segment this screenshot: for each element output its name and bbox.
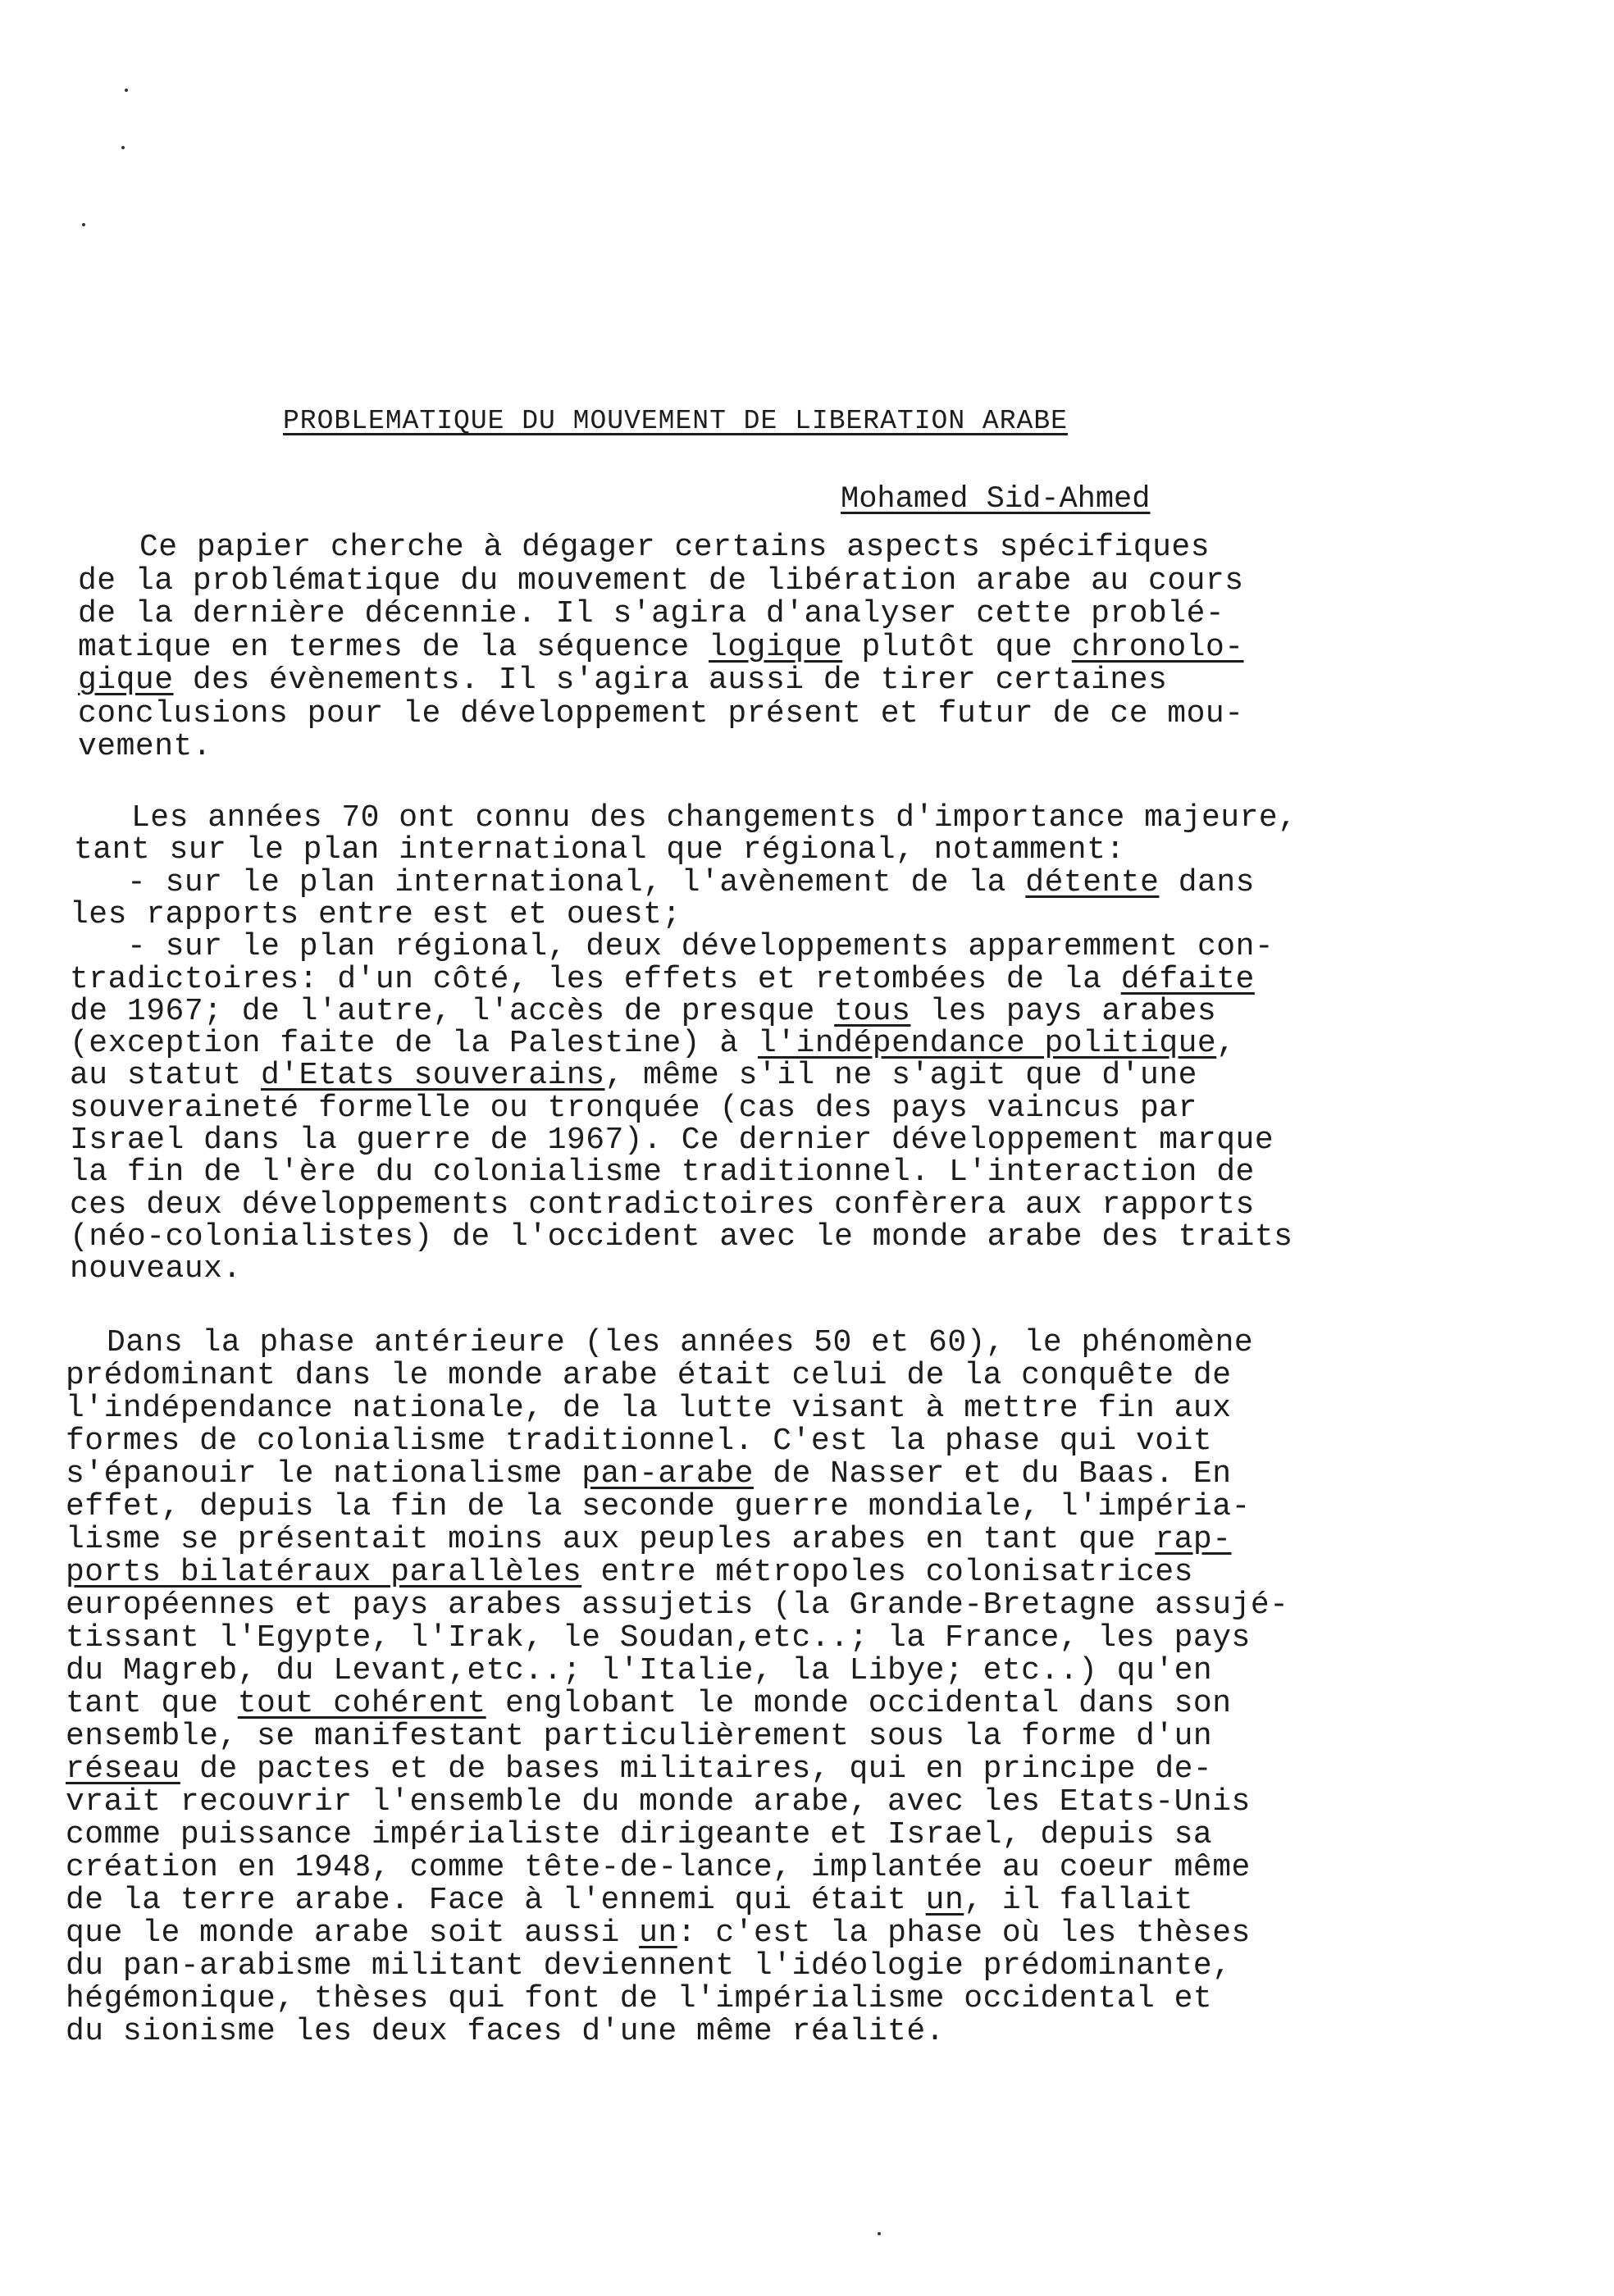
underlined-text: rap- — [1155, 1522, 1232, 1557]
underlined-text: l'indépendance politique — [757, 1026, 1217, 1062]
underlined-text: réseau — [66, 1752, 180, 1787]
text-line — [78, 664, 1167, 697]
underlined-text: pan-arabe — [581, 1456, 754, 1492]
text-line — [127, 864, 1255, 900]
text-segment: - sur le plan international, l'avènement de la — [127, 864, 1026, 900]
text-segment: (néo-colonialistes) de l'occident avec le monde arabe des traits — [70, 1219, 1293, 1255]
text-segment: (exception faite de la Palestine) à — [70, 1026, 758, 1062]
text-segment: au statut — [70, 1058, 262, 1094]
text-segment: effet, depuis la fin de la seconde guerre mondiale, l'impéria- — [66, 1489, 1251, 1524]
text-segment: plutôt que — [842, 629, 1072, 665]
underlined-text: chronolo- — [1071, 629, 1244, 665]
text-segment: de 1967; de l'autre, l'accès de presque — [70, 993, 835, 1029]
text-line — [74, 834, 1125, 867]
text-segment: souveraineté formelle ou tronquée (cas des pays vaincus par — [70, 1090, 1197, 1126]
text-line — [70, 963, 1255, 996]
text-segment: prédominant dans le monde arabe était celui de la conquête de — [66, 1358, 1232, 1393]
text-segment: Ce papier cherche à dégager certains aspects spécifiques — [139, 530, 1210, 565]
underlined-text: tous — [834, 993, 911, 1029]
scan-speck — [121, 146, 125, 149]
text-segment: que le monde arabe soit aussi — [66, 1916, 640, 1951]
scan-speck — [125, 89, 128, 92]
underlined-text: logique — [709, 629, 843, 665]
text-segment: lisme se présentait moins aux peuples arabes en tant que — [66, 1522, 1156, 1557]
underlined-text: tout cohérent — [237, 1686, 486, 1721]
text-line — [66, 1589, 1288, 1622]
text-line — [70, 1059, 1197, 1092]
text-line — [70, 1027, 1236, 1060]
text-line — [78, 631, 1244, 664]
text-segment: du Magreb, du Levant,etc..; l'Italie, la Libye; etc..) qu'en — [66, 1653, 1213, 1688]
text-line — [70, 896, 682, 932]
author-name: Mohamed Sid-Ahmed — [841, 482, 1151, 517]
text-segment: de pactes et de bases militaires, qui en principe de- — [180, 1752, 1213, 1787]
text-line — [66, 2016, 945, 2048]
text-line — [66, 1491, 1251, 1524]
text-segment: entre métropoles colonisatrices — [581, 1555, 1193, 1590]
text-segment: de la problématique du mouvement de libération arabe au cours — [78, 563, 1244, 599]
text-line — [66, 1655, 1212, 1688]
text-line — [131, 802, 1297, 835]
underlined-text: défaite — [1120, 961, 1255, 997]
text-line — [66, 1425, 1212, 1458]
text-segment: la fin de l'ère du colonialisme traditionnel. L'interaction de — [70, 1155, 1255, 1191]
text-segment: européennes et pays arabes assujetis (la Grande-Bretagne assujé- — [66, 1588, 1289, 1623]
underlined-text: ports bilatéraux parallèles — [66, 1555, 582, 1590]
text-line — [66, 1688, 1232, 1720]
text-line — [66, 1753, 1212, 1786]
underlined-text: détente — [1025, 864, 1160, 900]
text-segment: , — [1216, 1026, 1236, 1062]
text-segment: Dans la phase antérieure (les années 50 et 60), le phénomène — [107, 1325, 1254, 1360]
text-segment: du sionisme les deux faces d'une même réalité. — [66, 2014, 945, 2049]
document-title: PROBLEMATIQUE DU MOUVEMENT DE LIBERATION ARABE — [283, 406, 1068, 436]
text-segment: vement. — [78, 729, 212, 764]
scan-speck — [878, 2232, 881, 2235]
text-line — [66, 1524, 1232, 1556]
text-line — [66, 1884, 1193, 1917]
underlined-text: un — [639, 1916, 677, 1951]
text-segment: de la dernière décennie. Il s'agira d'analyser cette problé- — [78, 596, 1225, 631]
text-line — [66, 1819, 1212, 1852]
text-segment: matique en termes de la séquence — [78, 629, 709, 665]
text-segment: nouveaux. — [70, 1251, 242, 1287]
text-segment: ensemble, se manifestant particulièrement sous la forme d'un — [66, 1719, 1213, 1754]
text-segment: Les années 70 ont connu des changements d'importance majeure, — [131, 800, 1297, 836]
underlined-text: gique — [78, 663, 174, 698]
text-line — [78, 731, 212, 763]
text-segment: conclusions pour le développement présent et futur de ce mou- — [78, 695, 1244, 731]
text-line — [70, 1221, 1293, 1254]
text-segment: comme puissance impérialiste dirigeante et Israel, depuis sa — [66, 1817, 1213, 1852]
underlined-text: d'Etats souverains — [261, 1058, 605, 1094]
text-line — [70, 1124, 1274, 1157]
text-line — [107, 1327, 1253, 1360]
text-segment: de Nasser et du Baas. En — [753, 1456, 1232, 1492]
text-line — [127, 931, 1274, 963]
text-line — [70, 1189, 1255, 1222]
text-line — [66, 1852, 1251, 1884]
text-segment: du pan-arabisme militant deviennent l'idéologie prédominante, — [66, 1948, 1232, 1984]
text-line — [66, 1622, 1251, 1655]
text-segment: , il fallait — [964, 1883, 1193, 1918]
text-segment: hégémonique, thèses qui font de l'impérialisme occidental et — [66, 1981, 1213, 2016]
text-segment: ces deux développements contradictoires confèrera aux rapports — [70, 1187, 1255, 1223]
text-segment: englobant le monde occidental dans son — [486, 1686, 1232, 1721]
text-segment: de la terre arabe. Face à l'ennemi qui était — [66, 1883, 926, 1918]
text-segment: tant sur le plan international que régional, notamment: — [74, 832, 1125, 868]
text-line — [66, 1360, 1232, 1392]
text-segment: Israel dans la guerre de 1967). Ce dernier développement marque — [70, 1123, 1274, 1158]
text-line — [66, 1917, 1251, 1950]
scan-speck — [82, 223, 85, 226]
text-segment: tant que — [66, 1686, 238, 1721]
text-line — [66, 1983, 1212, 2016]
text-segment: tissant l'Egypte, l'Irak, le Soudan,etc..; la France, les pays — [66, 1620, 1251, 1656]
text-line — [78, 598, 1224, 631]
text-segment: l'indépendance nationale, de la lutte visant à mettre fin aux — [66, 1391, 1232, 1426]
text-line — [139, 531, 1210, 564]
text-line — [78, 565, 1244, 598]
text-segment: - sur le plan régional, deux développements apparemment con- — [127, 929, 1274, 965]
text-line — [66, 1950, 1232, 1983]
text-line — [70, 995, 1216, 1028]
text-segment: les rapports entre est et ouest; — [70, 896, 682, 932]
text-segment: les pays arabes — [910, 993, 1217, 1029]
text-segment: , même s'il ne s'agit que d'une — [604, 1058, 1197, 1094]
text-line — [78, 695, 1244, 731]
text-segment: s'épanouir le nationalisme — [66, 1456, 582, 1492]
text-line — [66, 1720, 1212, 1753]
text-segment: création en 1948, comme tête-de-lance, implantée au coeur même — [66, 1850, 1251, 1885]
text-line — [66, 1556, 1193, 1589]
text-segment: : c'est la phase où les thèses — [677, 1916, 1251, 1951]
text-line — [70, 1156, 1255, 1189]
text-line — [66, 1786, 1251, 1819]
text-line — [70, 1092, 1197, 1125]
text-line — [66, 1392, 1232, 1425]
underlined-text: un — [925, 1883, 964, 1918]
text-segment: dans — [1159, 864, 1255, 900]
text-segment: des évènements. Il s'agira aussi de tirer certaines — [173, 663, 1168, 698]
text-segment: tradictoires: d'un côté, les effets et retombées de la — [70, 961, 1121, 997]
text-segment: formes de colonialisme traditionnel. C'est la phase qui voit — [66, 1424, 1213, 1459]
text-line — [66, 1458, 1232, 1491]
text-segment: vrait recouvrir l'ensemble du monde arabe, avec les Etats-Unis — [66, 1784, 1251, 1820]
text-line — [70, 1253, 242, 1286]
